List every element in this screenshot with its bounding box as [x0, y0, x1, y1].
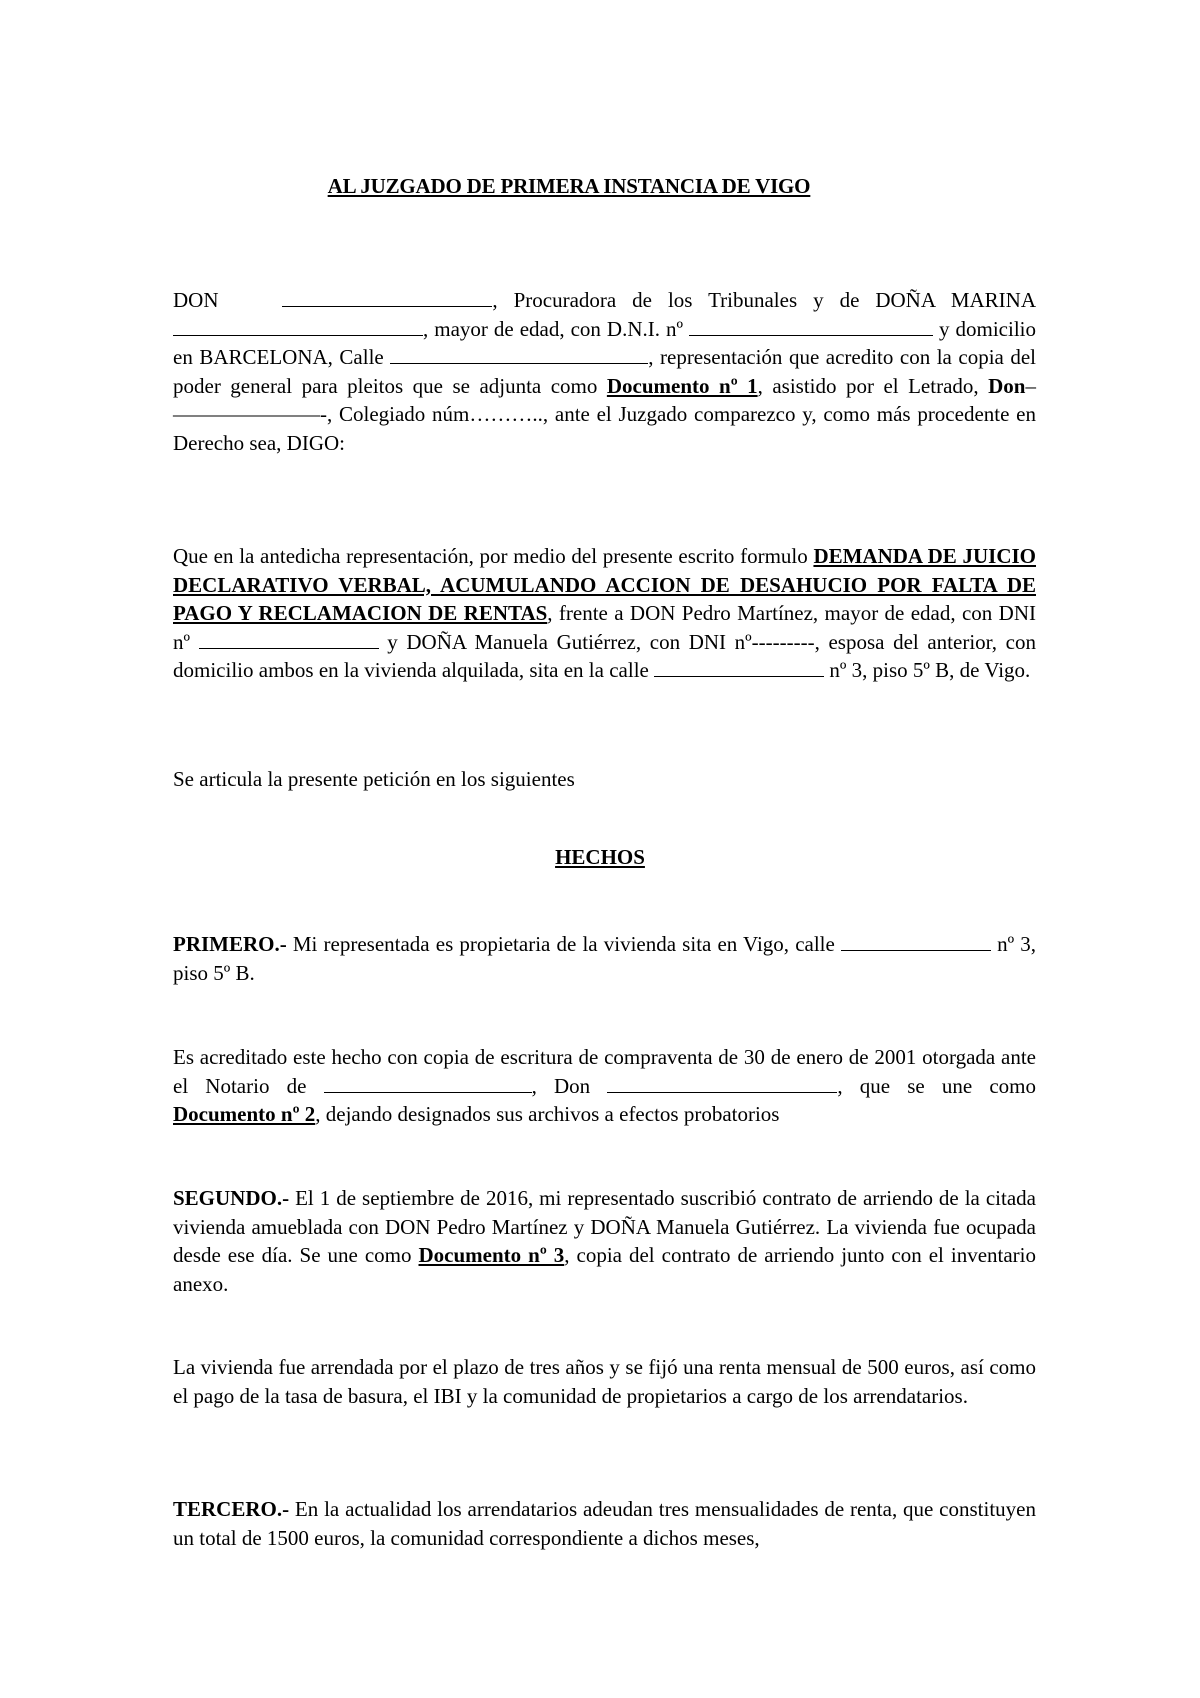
articula-paragraph	[173, 765, 1036, 794]
hechos-text: HECHOS	[555, 845, 645, 869]
segundo-end: , copia del contrato de arriendo junto con el inventario anexo.	[173, 1243, 1036, 1296]
renta-paragraph	[173, 1353, 1036, 1410]
text-don-notario: , Don	[531, 1073, 608, 1098]
text-piso: nº 3, piso 5º B, de Vigo.	[824, 658, 1031, 682]
text-frente: , frente a DON Pedro Martínez, mayor de edad, con DNI nº	[173, 601, 1036, 654]
text-intro: Que en la antedicha representación, por medio del presente escrito formulo	[173, 544, 814, 568]
document-title	[0, 174, 1200, 199]
documento-2-ref: Documento nº 2	[173, 1102, 316, 1126]
blank-don-notario	[607, 1075, 837, 1093]
segundo-text: El 1 de septiembre de 2016, mi representado suscribió contrato de arriendo de la citada vivienda amueblada con DON Pedro Martínez y DOÑA Manuela Gutiérrez. La vivienda fue ocupada desde ese día. Se une como	[173, 1186, 1036, 1267]
title-trailing-blank	[810, 176, 872, 193]
documento-3-ref: Documento nº 3	[418, 1243, 565, 1267]
segundo-paragraph	[173, 1184, 1036, 1298]
primero-paragraph	[173, 930, 1036, 987]
primero-label: PRIMERO.-	[173, 932, 287, 956]
text-don: DON	[173, 288, 219, 312]
demanda-title: DEMANDA DE JUICIO DECLARATIVO VERBAL, ACUMULANDO ACCION DE DESAHUCIO POR FALTA DE PAGO Y RECLAMACION DE RENTAS	[173, 544, 1036, 625]
text-procuradora: , Procuradora de los Tribunales y de DOÑA	[492, 288, 935, 312]
blank-marina-surname	[173, 318, 423, 336]
comparecencia-paragraph	[173, 286, 1036, 457]
text-domicilio: y domicilio en BARCELONA, Calle	[173, 316, 1036, 369]
text-marina: MARINA	[950, 288, 1036, 312]
demanda-paragraph	[173, 542, 1036, 685]
title-text: AL JUZGADO DE PRIMERA INSTANCIA DE VIGO	[327, 174, 811, 198]
escritura-paragraph	[173, 1043, 1036, 1129]
tercero-label: TERCERO.-	[173, 1497, 290, 1521]
tercero-text: En la actualidad los arrendatarios adeudan tres mensualidades de renta, que constituyen un total de 1500 euros, la comunidad correspondiente a dichos meses,	[173, 1497, 1036, 1550]
blank-calle	[390, 346, 648, 364]
text-une-como: , que se une como	[837, 1073, 1036, 1098]
blank-procuradora-name	[282, 289, 492, 307]
text-colegiado: , Colegiado núm……….., ante el Juzgado comparezco y, como más procedente en Derecho sea, DIGO:	[173, 402, 1036, 455]
blank-dni	[689, 318, 933, 336]
text-asistido: , asistido por el Letrado,	[757, 373, 989, 398]
escritura-text: Es acreditado este hecho con copia de escritura de compraventa de 30 de enero de 2001 otorgada ante el Notario de	[173, 1045, 1036, 1098]
blank-dni-pedro	[199, 631, 379, 649]
renta-text: La vivienda fue arrendada por el plazo de tres años y se fijó una renta mensual de 500 euros, así como el pago de la tasa de basura, el IBI y la comunidad de propietarios a cargo de los arrendatarios.	[173, 1355, 1036, 1408]
text-mayor-edad: , mayor de edad, con D.N.I. nº	[423, 316, 683, 341]
tercero-paragraph	[173, 1495, 1036, 1552]
primero-end: nº 3, piso 5º B.	[173, 932, 1037, 985]
blank-notario	[324, 1075, 532, 1093]
primero-text: Mi representada es propietaria de la vivienda sita en Vigo, calle	[286, 932, 841, 956]
text-dona: y DOÑA Manuela Gutiérrez, con DNI nº---------, esposa del anterior, con domicilio ambos en la vivienda alquilada, sita en la calle	[173, 629, 1036, 682]
text-representacion: , representación que acredito con la copia del poder general para pleitos que se adjunta como	[173, 345, 1037, 398]
segundo-label: SEGUNDO.-	[173, 1186, 290, 1210]
hechos-heading	[0, 845, 1200, 870]
documento-1-ref: Documento nº 1	[606, 373, 758, 398]
blank-calle-vivienda	[654, 659, 824, 677]
text-archivos: , dejando designados sus archivos a efectos probatorios	[315, 1102, 780, 1126]
text-dashes: –———————-	[173, 373, 1036, 426]
text-articula: Se articula la presente petición en los siguientes	[173, 767, 575, 791]
blank-calle-primero	[841, 933, 991, 951]
text-don-letrado: Don	[988, 373, 1026, 398]
